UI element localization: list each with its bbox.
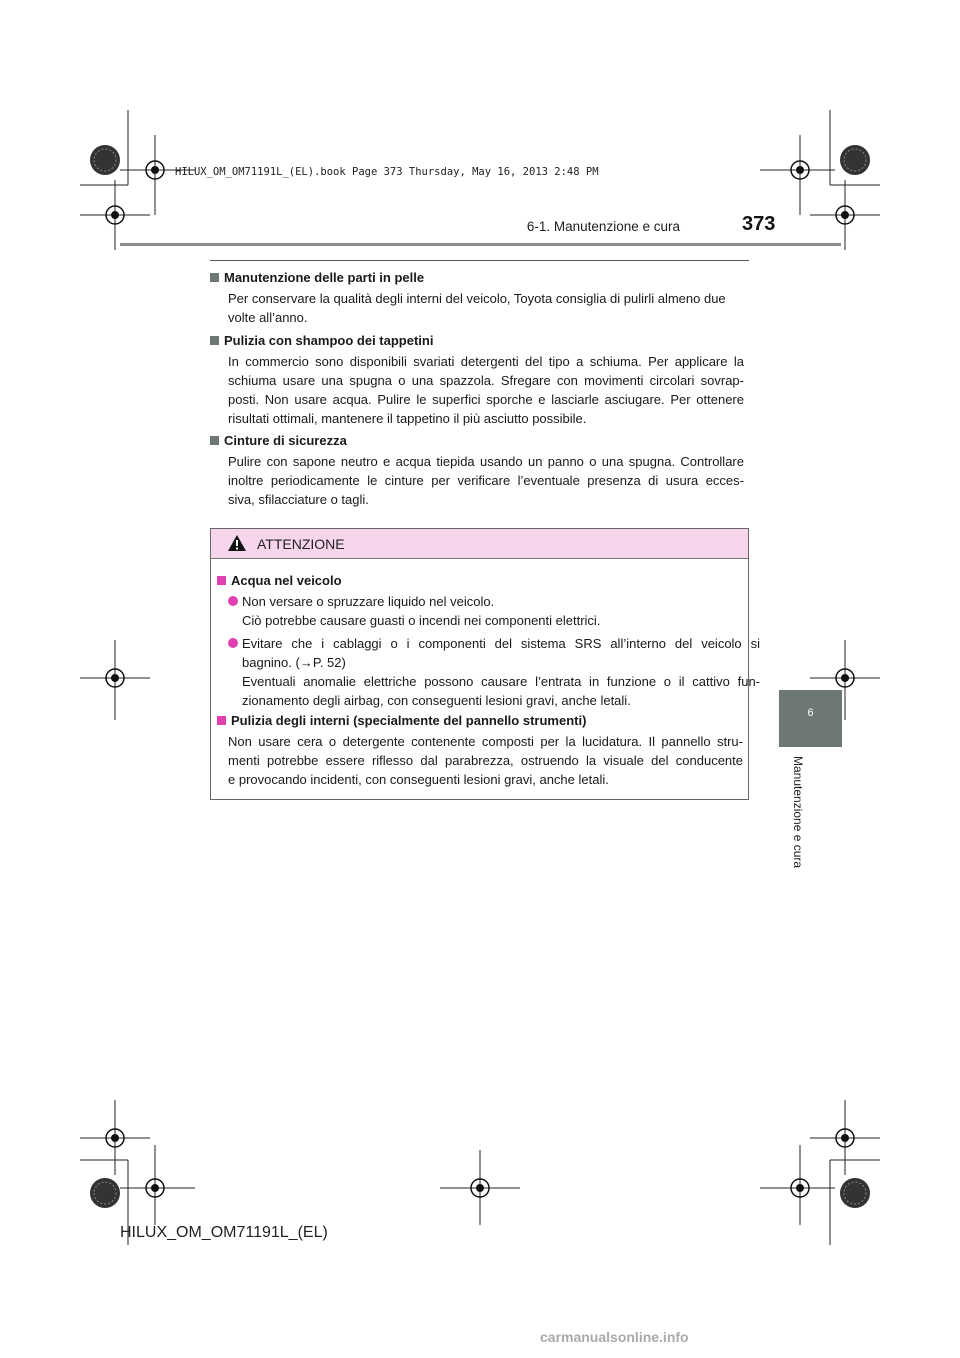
- chapter-thumb-tab: [779, 690, 842, 747]
- body-line: inoltre periodicamente le cinture per verificare l’eventuale presenza di usura ecces-: [228, 473, 744, 488]
- section-body-carpet: [228, 352, 744, 428]
- section-heading-leather: [210, 270, 424, 285]
- warning-header: [211, 529, 748, 559]
- section-body-seatbelts: [228, 452, 744, 509]
- square-bullet-icon: [217, 576, 226, 585]
- warning-line: Non usare cera o detergente contenente composti per la lucidatura. Il pannello stru-: [228, 734, 743, 749]
- square-bullet-icon: [217, 716, 226, 725]
- warning-line: menti potrebbe essere riflesso dal parabrezza, ostruendo la visuale del conducente: [228, 753, 743, 768]
- warning-line: Eventuali anomalie elettriche possono causare l’entrata in funzione o il cattivo fun-: [242, 674, 760, 689]
- warning-heading-interior: [217, 713, 586, 728]
- warning-bullet-text: [242, 592, 760, 630]
- section-body-leather: [228, 289, 744, 327]
- warning-box: [210, 528, 760, 800]
- body-line: In commercio sono disponibili svariati detergenti del tipo a schiuma. Per applicare la: [228, 354, 744, 369]
- body-line: posti. Non usare acqua. Pulire le superfici sporche e lasciarle asciugare. Per ottenere: [228, 392, 744, 407]
- section-heading-text: Cinture di sicurezza: [224, 433, 347, 448]
- square-bullet-icon: [210, 436, 219, 445]
- section-heading-seatbelts: [210, 433, 347, 448]
- warning-title: ATTENZIONE: [257, 536, 345, 552]
- section-heading-text: Manutenzione delle parti in pelle: [224, 270, 425, 285]
- body-line: siva, sfilacciature o tagli.: [228, 492, 369, 507]
- warning-heading-text: Pulizia degli interni (specialmente del pannello strumenti): [231, 713, 587, 728]
- warning-bullet-text: [242, 634, 760, 710]
- warning-bullet: [228, 634, 760, 714]
- body-line: volte all’anno.: [228, 310, 308, 325]
- footer-document-id: HILUX_OM_OM71191L_(EL): [120, 1224, 328, 1241]
- content-top-rule: [210, 260, 749, 261]
- warning-triangle-icon: [227, 534, 247, 552]
- warning-line: Ciò potrebbe causare guasti o incendi nei componenti elettrici.: [242, 613, 601, 628]
- warning-line: zionamento degli airbag, con conseguenti lesioni gravi, anche letali.: [242, 693, 631, 708]
- warning-heading-water: [217, 573, 342, 588]
- section-heading-text: Pulizia con shampoo dei tappetini: [224, 333, 434, 348]
- body-line: schiuma usare una spugna o una spazzola. Sfregare con movimenti circolari sovrap-: [228, 373, 744, 388]
- chapter-number: 6: [807, 707, 814, 719]
- book-file-line: HILUX_OM_OM71191L_(EL).book Page 373 Thursday, May 16, 2013 2:48 PM: [175, 166, 599, 178]
- body-line: risultati ottimali, mantenere il tappetino il più asciutto possibile.: [228, 411, 587, 426]
- warning-line: bagnino. (→P. 52): [242, 655, 346, 670]
- round-bullet-icon: [228, 638, 238, 648]
- chapter-side-label: [786, 756, 810, 880]
- square-bullet-icon: [210, 273, 219, 282]
- page-number: 373: [742, 213, 776, 235]
- warning-line: Evitare che i cablaggi o i componenti del sistema SRS all’interno del veicolo si: [242, 636, 760, 651]
- warning-body-interior: [228, 732, 743, 789]
- header-section-title: 6-1. Manutenzione e cura: [526, 219, 680, 234]
- chapter-side-label-text: Manutenzione e cura: [791, 756, 805, 869]
- body-line: Per conservare la qualità degli interni del veicolo, Toyota consiglia di pulirli almeno due: [228, 291, 726, 306]
- round-bullet-icon: [228, 596, 238, 606]
- square-bullet-icon: [210, 336, 219, 345]
- warning-line: Non versare o spruzzare liquido nel veicolo.: [242, 594, 495, 609]
- warning-bullet: [228, 592, 742, 632]
- warning-line: e provocando incidenti, con conseguenti lesioni gravi, anche letali.: [228, 772, 609, 787]
- watermark: carmanualsonline.info: [540, 1329, 689, 1345]
- header-rule: [120, 243, 841, 246]
- section-heading-carpet: [210, 333, 433, 348]
- warning-heading-text: Acqua nel veicolo: [231, 573, 342, 588]
- body-line: Pulire con sapone neutro e acqua tiepida usando un panno o una spugna. Controllare: [228, 454, 744, 469]
